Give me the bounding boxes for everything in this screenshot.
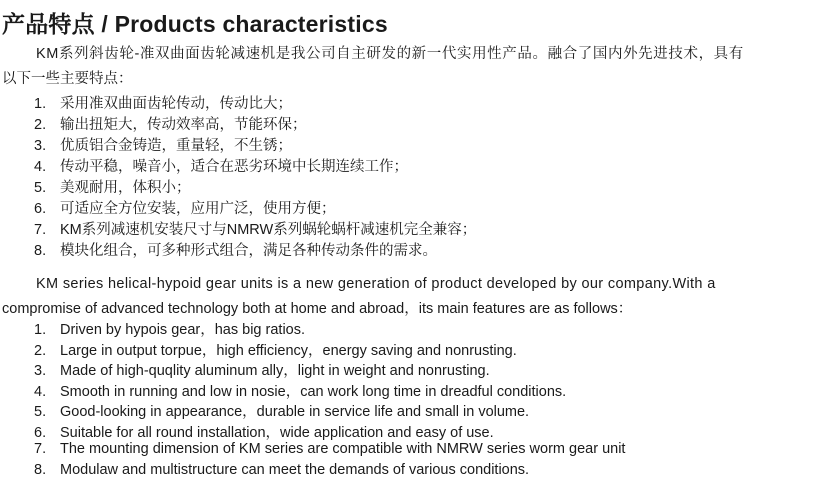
list-item [34,441,625,457]
list-item [34,359,490,380]
list-item [34,197,336,218]
list-item [34,380,566,401]
item-text: 输出扭矩大，传动效率高，节能环保； [60,117,307,133]
item-text: 传动平稳，噪音小，适合在恶劣环境中长期连续工作； [60,159,408,175]
item-number: 2. [34,342,47,359]
cn-intro-line-2: 以下一些主要特点： [2,71,133,87]
item-number: 3. [34,363,47,379]
list-item [34,421,494,442]
item-text: Smooth in running and low in nosie，can work long time in dreadful conditions. [60,383,567,400]
item-number: 5. [34,404,47,420]
item-number: 1. [34,322,47,338]
item-text: 模块化组合，可多种形式组合，满足各种传动条件的需求。 [60,243,437,259]
item-number: 7. [34,222,47,238]
item-number: 4. [34,159,47,175]
list-item [34,462,529,478]
item-text: Good-looking in appearance，durable in service life and small in volume. [60,404,530,420]
list-item [34,113,307,134]
item-number: 5. [34,180,47,196]
item-text: 优质铝合金铸造，重量轻，不生锈； [60,138,292,154]
item-number: 1. [34,96,47,112]
item-number: 4. [34,383,47,400]
item-number: 6. [34,201,47,217]
list-item [34,92,292,113]
page-title: 产品特点 / Products characteristics [2,11,388,37]
item-number: 2. [34,117,47,133]
en-intro-line-1: KM series helical-hypoid gear units is a new generation of product developed by our company.With a [36,276,716,292]
item-text: 采用准双曲面齿轮传动，传动比大； [60,96,292,112]
list-item [34,176,191,197]
item-number: 8. [34,461,47,478]
item-text: KM系列减速机安装尺寸与NMRW系列蜗轮蜗杆减速机完全兼容； [60,222,477,238]
item-text: Suitable for all round installation，wide application and easy of use. [60,424,494,441]
item-number: 7. [34,441,47,457]
item-text: Driven by hypois gear，has big ratios. [60,322,306,338]
item-number: 6. [34,424,47,441]
item-number: 3. [34,138,47,154]
item-text: The mounting dimension of KM series are compatible with NMRW series worm gear unit [60,441,626,457]
list-item [34,339,517,360]
item-text: 美观耐用，体积小； [60,180,191,196]
item-text: Modulaw and multistructure can meet the demands of various conditions. [60,461,530,478]
item-number: 8. [34,243,47,259]
item-text: Made of high-quqlity aluminum ally，light in weight and nonrusting. [60,363,490,379]
item-text: 可适应全方位安装，应用广泛，使用方便； [60,201,336,217]
item-text: Large in output torpue，high efficiency，energy saving and nonrusting. [60,342,517,359]
list-item [34,239,437,260]
list-item [34,400,529,421]
en-intro-line-2: compromise of advanced technology both at home and abroad，its main features are as follows： [2,301,633,317]
cn-intro-line-1: KM系列斜齿轮-准双曲面齿轮减速机是我公司自主研发的新一代实用性产品。融合了国内外先进技术，具有 [36,46,744,62]
list-item [34,318,305,339]
list-item [34,218,476,239]
list-item [34,155,408,176]
list-item [34,134,292,155]
